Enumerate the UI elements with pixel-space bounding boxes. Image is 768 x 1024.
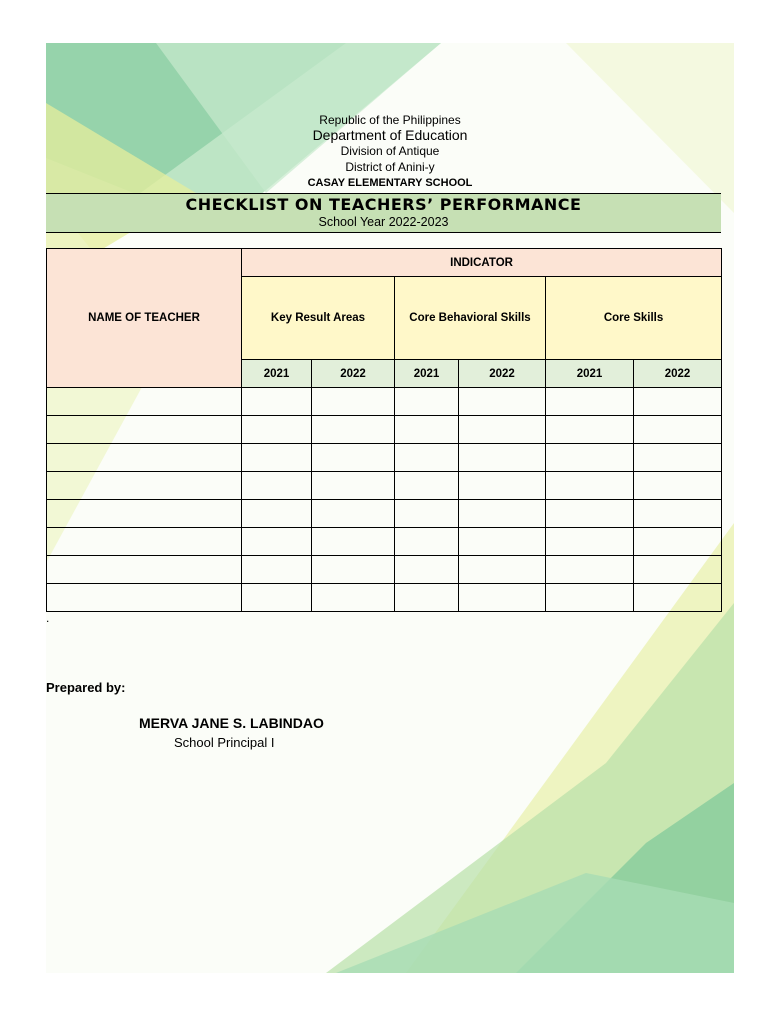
teacher-name-cell[interactable]	[47, 444, 242, 472]
rating-cell[interactable]	[459, 416, 546, 444]
teacher-name-cell[interactable]	[47, 416, 242, 444]
rating-cell[interactable]	[242, 416, 312, 444]
rating-cell[interactable]	[459, 472, 546, 500]
rating-cell[interactable]	[546, 500, 634, 528]
rating-cell[interactable]	[634, 444, 722, 472]
checklist-table	[46, 248, 722, 612]
year-header: 2022	[634, 360, 722, 388]
rating-cell[interactable]	[242, 472, 312, 500]
rating-cell[interactable]	[395, 500, 459, 528]
teacher-name-cell[interactable]	[47, 500, 242, 528]
rating-cell[interactable]	[395, 416, 459, 444]
year-header: 2021	[242, 360, 312, 388]
year-header: 2021	[395, 360, 459, 388]
division-line: Division of Antique	[340, 144, 440, 158]
rating-cell[interactable]	[395, 472, 459, 500]
rating-cell[interactable]	[546, 388, 634, 416]
district-line: District of Anini-y	[345, 160, 435, 174]
stray-dot: .	[46, 611, 50, 625]
core-behavioral-skills-header: Core Behavioral Skills	[395, 277, 546, 360]
school-year: School Year 2022-2023	[318, 215, 449, 229]
table-row	[47, 500, 722, 528]
year-header: 2022	[459, 360, 546, 388]
document-page	[46, 43, 734, 973]
rating-cell[interactable]	[312, 584, 395, 612]
prepared-by-label: Prepared by:	[46, 680, 126, 695]
department-line: Department of Education	[312, 127, 468, 143]
rating-cell[interactable]	[395, 388, 459, 416]
signatory-name: MERVA JANE S. LABINDAO	[139, 715, 324, 731]
teacher-name-cell[interactable]	[47, 556, 242, 584]
year-header: 2021	[546, 360, 634, 388]
rating-cell[interactable]	[634, 528, 722, 556]
rating-cell[interactable]	[312, 528, 395, 556]
rating-cell[interactable]	[242, 500, 312, 528]
table-row	[47, 388, 722, 416]
rating-cell[interactable]	[395, 444, 459, 472]
rating-cell[interactable]	[459, 528, 546, 556]
table-row	[47, 472, 722, 500]
rating-cell[interactable]	[546, 528, 634, 556]
rating-cell[interactable]	[546, 444, 634, 472]
rating-cell[interactable]	[459, 500, 546, 528]
rating-cell[interactable]	[546, 584, 634, 612]
key-result-areas-header: Key Result Areas	[242, 277, 395, 360]
teacher-name-cell[interactable]	[47, 528, 242, 556]
rating-cell[interactable]	[395, 584, 459, 612]
rating-cell[interactable]	[312, 416, 395, 444]
rating-cell[interactable]	[546, 472, 634, 500]
rating-cell[interactable]	[312, 500, 395, 528]
table-row	[47, 528, 722, 556]
rating-cell[interactable]	[634, 416, 722, 444]
teacher-name-cell[interactable]	[47, 472, 242, 500]
table-row	[47, 416, 722, 444]
document-title: CHECKLIST ON TEACHERS’ PERFORMANCE	[185, 195, 582, 214]
teacher-name-cell[interactable]	[47, 584, 242, 612]
teacher-rows	[47, 388, 722, 612]
rating-cell[interactable]	[459, 584, 546, 612]
core-skills-header: Core Skills	[546, 277, 722, 360]
rating-cell[interactable]	[242, 528, 312, 556]
rating-cell[interactable]	[459, 444, 546, 472]
rating-cell[interactable]	[242, 388, 312, 416]
rating-cell[interactable]	[395, 528, 459, 556]
rating-cell[interactable]	[395, 556, 459, 584]
rating-cell[interactable]	[634, 556, 722, 584]
rating-cell[interactable]	[459, 556, 546, 584]
rating-cell[interactable]	[459, 388, 546, 416]
rating-cell[interactable]	[634, 500, 722, 528]
year-header: 2022	[312, 360, 395, 388]
title-band	[46, 193, 721, 233]
name-of-teacher-header: NAME OF TEACHER	[47, 249, 242, 388]
rating-cell[interactable]	[634, 388, 722, 416]
republic-line: Republic of the Philippines	[319, 113, 461, 127]
rating-cell[interactable]	[634, 584, 722, 612]
table-row	[47, 584, 722, 612]
teacher-name-cell[interactable]	[47, 388, 242, 416]
rating-cell[interactable]	[634, 472, 722, 500]
rating-cell[interactable]	[242, 444, 312, 472]
table-row	[47, 444, 722, 472]
rating-cell[interactable]	[242, 584, 312, 612]
table-row	[47, 556, 722, 584]
rating-cell[interactable]	[312, 472, 395, 500]
rating-cell[interactable]	[312, 556, 395, 584]
indicator-header: INDICATOR	[242, 249, 722, 277]
rating-cell[interactable]	[546, 556, 634, 584]
rating-cell[interactable]	[312, 388, 395, 416]
school-name: CASAY ELEMENTARY SCHOOL	[307, 177, 473, 189]
signatory-position: School Principal I	[174, 735, 275, 750]
rating-cell[interactable]	[242, 556, 312, 584]
rating-cell[interactable]	[546, 416, 634, 444]
rating-cell[interactable]	[312, 444, 395, 472]
